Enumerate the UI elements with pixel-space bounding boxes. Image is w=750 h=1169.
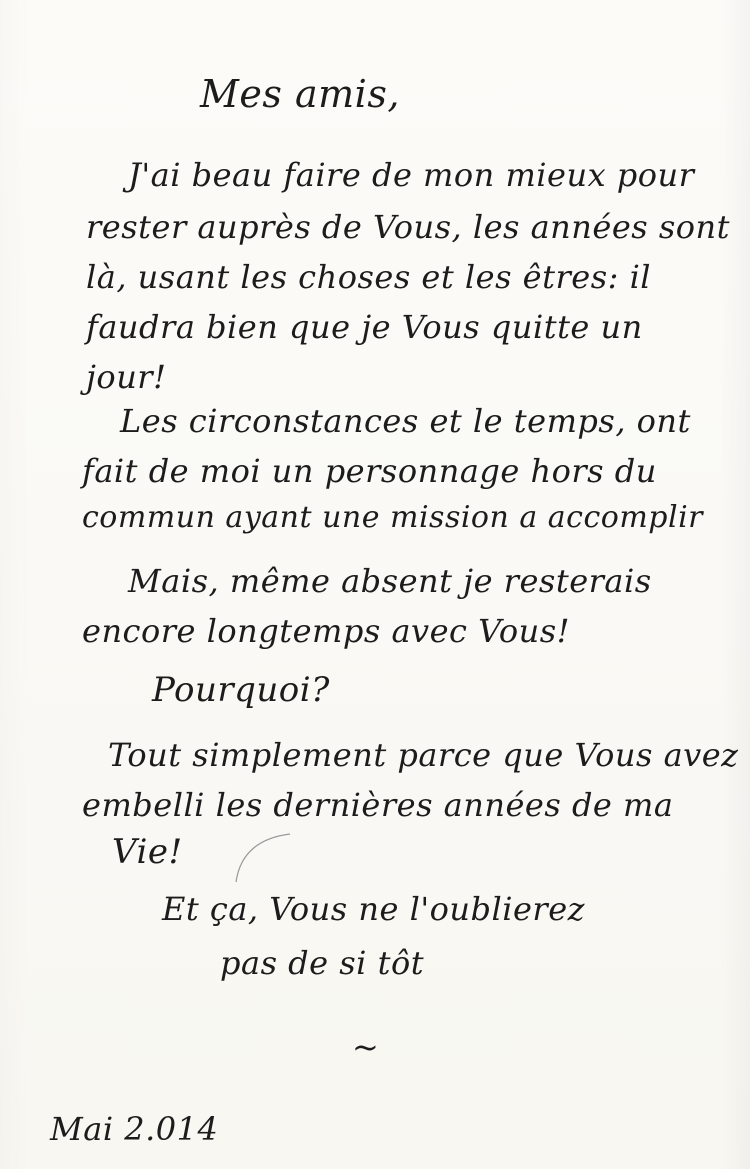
letter-line: J'ai beau faire de mon mieux pour: [128, 156, 695, 194]
letter-line: encore longtemps avec Vous!: [82, 612, 570, 650]
pencil-stroke-mark: [232, 830, 312, 890]
letter-line: commun ayant une mission a accomplir: [82, 500, 704, 535]
letter-line: rester auprès de Vous, les années sont: [86, 208, 731, 246]
letter-line: Vie!: [112, 832, 183, 872]
letter-date: Mai 2.014: [50, 1110, 219, 1148]
letter-line: Les circonstances et le temps, ont: [120, 402, 691, 440]
letter-line: Mais, même absent je resterais: [128, 562, 652, 600]
letter-greeting: Mes amis,: [200, 72, 400, 116]
letter-line: Et ça, Vous ne l'oublierez: [162, 890, 585, 928]
letter-line: embelli les dernières années de ma: [82, 786, 674, 824]
letter-line: là, usant les choses et les êtres: il: [86, 258, 652, 296]
letter-line: jour!: [86, 358, 167, 396]
letter-line: faudra bien que je Vous quitte un: [86, 308, 643, 346]
letter-line: Pourquoi?: [152, 670, 330, 710]
letter-line: pas de si tôt: [220, 944, 425, 982]
letter-line: Tout simplement parce que Vous avez: [108, 736, 739, 774]
separator-mark: ~: [352, 1028, 380, 1066]
letter-line: fait de moi un personnage hors du: [82, 452, 657, 490]
